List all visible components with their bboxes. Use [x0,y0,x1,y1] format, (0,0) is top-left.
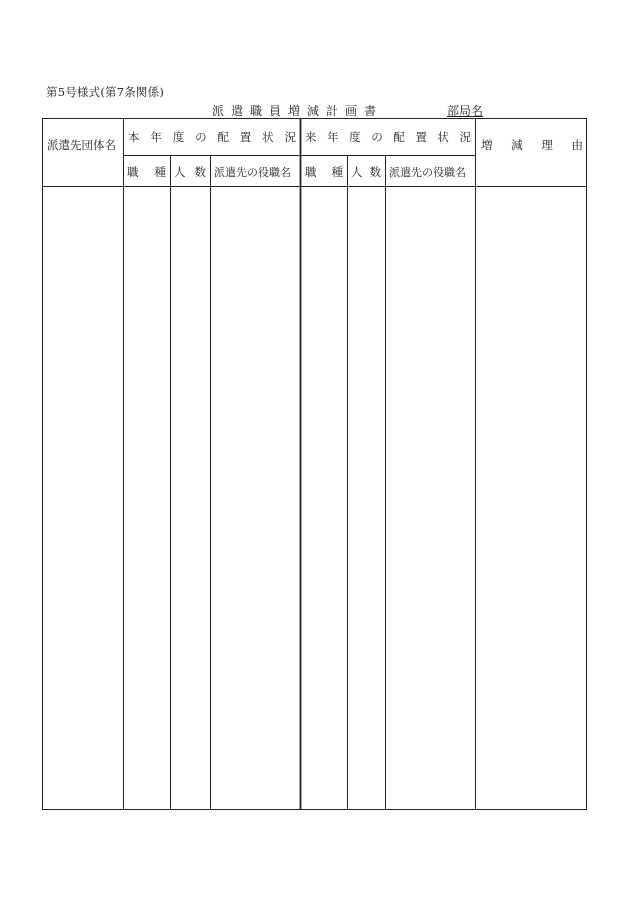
subheader-next-job-type: 職種 [305,165,343,179]
subheader-next-count: 人数 [351,165,381,179]
subheader-next-position: 派遣先の役職名 [389,166,466,179]
header-next-year: 来年度の配置状況 [305,130,471,144]
header-current-year: 本年度の配置状況 [128,130,296,144]
department-label: 部局名 [447,104,484,118]
header-reason: 増減理由 [481,138,583,152]
subheader-current-job-type: 職種 [127,165,166,179]
table-border [43,119,587,810]
subheader-current-position: 派遣先の役職名 [214,166,291,179]
document-title: 派遣職員増減計画書 [212,104,384,118]
form-number: 第5号様式(第7条関係) [46,85,165,99]
header-dest-org: 派遣先団体名 [47,138,116,152]
subheader-current-count: 人数 [174,165,206,179]
